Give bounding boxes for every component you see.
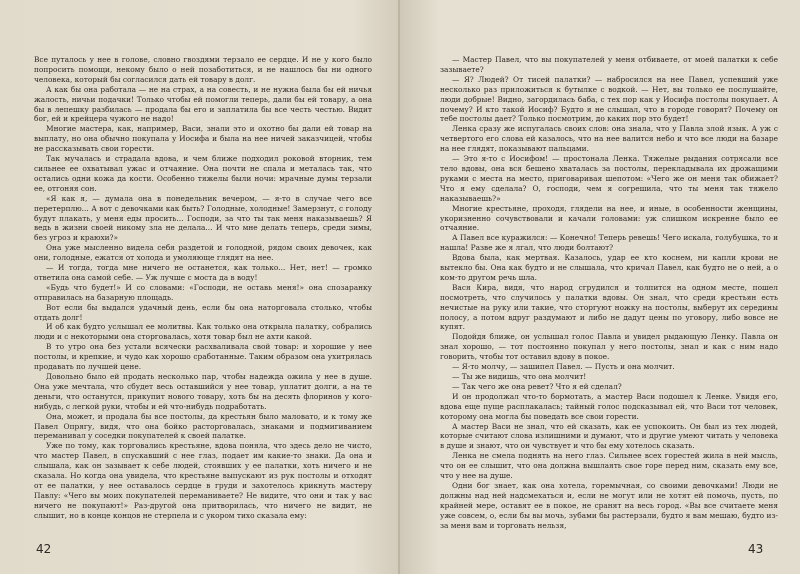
paragraph: — Это я-то с Иосифом! — простонала Ленка. Тяжелые рыдания сотрясали все тело вдовы, она вся бешено хваталась за постолы, перекладывала их дрожащими руками с места на место, приговаривая шепотом: «Чего же он меня так обижает? Что я ему сделала? О, господи, чем я согрешила, что ты меня так тяжело наказываешь?» (440, 154, 778, 203)
paragraph: Одни бог знает, как она хотела, горемычная, со своими девочками! Люди не должны над ней надсмехаться и, если не могут или не хотят ей помочь, пусть, по крайней мере, оставят ее в покое, не сранят на весь город. «Вы все считаете меня уже совсем, о, если бы вы мочь, зубами бы растерзали, будто я вам мешаю, будто из-за меня вам и торговать нельзя, (440, 480, 778, 530)
paragraph: Она, может, и продала бы все постолы, да крестьян было маловато, и к тому же Павел Опрягу, видя, что она бойко расторговалась, знаками и подмигиванием переманивал у соседки покупателей к своей палатке. (34, 411, 372, 441)
paragraph: Подойдя ближе, он услышал голос Павла и увидел рыдающую Ленку. Павла он знал хорошо, — тот постоянно покупал у него постолы, знал и как с ним надо говорить, чтобы тот оставил вдову в покое. (440, 332, 778, 362)
left-page-text (34, 55, 372, 535)
right-page (400, 0, 800, 574)
paragraph: А Павел все куражился: — Конечно! Теперь ревешь! Чего искала, голубушка, то и нашла! Разве же я лгал, что люди болтают? (440, 233, 778, 253)
paragraph: Она уже мысленно видела себя раздетой и голодной, рядом своих девочек, как они, голодные, ежатся от холода и умоляюще глядят на нее. (34, 243, 372, 263)
paragraph: — Я? Людей? От тисей палатки? — набросился на нее Павел, успевший уже несколько раз приложиться к бутылке с водкой. — Нет, вы только ее послушайте, люди добрые! Видно, загордилась баба, с тех пор как у Иосифа постолы покупает. А почему? И кто такой Иосиф? Будто я не слышал, что в городе говорят? Почему он тебе постолы дает? Только посмотрим, до каких пор это будет! (440, 74, 778, 124)
paragraph: И об как будто услышал ее молитвы. Как только она открыла палатку, собрались люди и с некоторыми она сторговалась, хотя товар был не ахти какой. (34, 322, 372, 342)
paragraph: А как бы она работала — не на страх, а на совесть, и не нужна была бы ей ничья жалость, ничьи подачки! Только чтобы ей помогли теперь, дали бы ей товару, а она бы в лепешку разбилась — продала бы его и заплатила бы все честь честью. Видит бог, ей и крейцера чужого не надо! (34, 84, 372, 124)
paragraph: — Мастер Павел, что вы покупателей у меня отбиваете, от моей палатки к себе зазываете? (440, 55, 778, 74)
paragraph: Вот если бы выдался удачный день, если бы она наторговала столько, чтобы отдать долг! (34, 302, 372, 322)
paragraph: — Так чего же она ревет? Что я ей сделал? (452, 381, 622, 391)
paragraph: Довольно было ей продать несколько пар, чтобы надежда ожила у нее в душе. Она уже мечтала, что сбудет весь оставшийся у нее товар, уплатит долги, а на те деньги, что останутся, прикупит нового товару, хоть бы на десять флоринов у кого-нибудь, с легкой руки, чтобы и ей что-нибудь подработать. (34, 372, 372, 411)
paragraph: Так мучалась и страдала вдова, и чем ближе подходил роковой вторник, тем сильнее ее охватывал ужас и отчаяние. Она почти не спала и металась так, что остались одни кожа да кости. Особенно тяжелы были ночи: мрачные думы терзали ее, отгоняя сон. (34, 154, 372, 193)
paragraph: Многие крестьяне, проходя, глядели на нее, и иные, в особенности женщины, укоризненно сочувствовали и качали головами: уж слишком искренне было ее отчаяние. (440, 203, 778, 233)
paragraph: Многие мастера, как, например, Васи, знали это и охотно бы дали ей товар на выплату, но она обычно покупала у Иосифа и была на нее ничей заказчицей, чтобы не рассказывать свои горести. (34, 124, 372, 154)
paragraph: Вдова была, как мертвая. Казалось, удар ее кто коснем, ни капли крови не вытекло бы. Она как будто и не слышала, что кричал Павел, как будто не о ней, а о ком-то другом речь шла. (440, 253, 778, 282)
paragraph: «Будь что будет!» И со словами: «Господи, не оставь меня!» она спозаранку отправилась на базарную площадь. (34, 282, 372, 302)
right-page-text (440, 55, 778, 539)
paragraph: Все путалось у нее в голове, словно гвоздями терзало ее сердце. И не у кого было попросить помощи, некому было о ней позаботиться, и не нашлось бы ни одного человека, который бы согласился дать ей товару в долг. (34, 55, 372, 84)
paragraph: И он продолжал что-то бормотать, а мастер Васи подошел к Ленке. Увидя его, вдова еще пуще расплакалась; тайный голос подсказывал ей, что Васи тот человек, которому она могла бы поведать все свои горести. (440, 391, 778, 421)
paragraph: — Ты же видишь, что она молчит! (452, 372, 587, 381)
page-number: 43 (748, 542, 764, 556)
paragraph: Ленка не смела поднять на него глаз. Сильнее всех горестей жила в ней мысль, что он ее слышит, что она должна вышлаять свое горе перед ним, сказать ему все, что у нее на душе. (440, 451, 778, 481)
paragraph: В то утро она без устали всячески расхваливала свой товар: и хорошие у нее постолы, и крепкие, и чудо как хорошо сработанные. Таким образом она ухитрялась продавать по лучшей цене. (34, 342, 372, 372)
paragraph: Вася Кира, видя, что народ сгрудился и толпится на одном месте, пошел посмотреть, что случилось у палатки вдовы. Он знал, что среди крестьян есть нечистые на руку или такие, что сторгуют ножку на постолы, выберут их середины полосу, а потом вдруг раздумают и либо не дадут цены по уговору, либо вовсе не купят. (440, 282, 778, 332)
paragraph: — Я-то молчу, — зашипел Павел. — Пусть и она молчит. (452, 362, 675, 372)
paragraph: «Я как я, — думала она в понедельник вечером, — я-то в случае чего все перетерплю... А вот с девочками как быть? Голодные, холодные! Замерзнут, с голоду будут плакать, у меня еды просить... Господи, за что ты так меня наказываешь? Я ведь в жизни своей никому зла не делала... И что мне делать теперь, среди зимы, без угроз и краюхи?» (34, 193, 372, 243)
page-number: 42 (36, 542, 52, 556)
paragraph: А мастер Васи не знал, что ей сказать, как ее успокоить. Он был из тех людей, которые считают слова излишними и думают, что и другие умеют читать у человека в душе и знают, что он чувствует и что бы ему хотелось сказать. (440, 421, 778, 451)
paragraph: Уже по тому, как торговались крестьяне, вдова поняла, что здесь дело не чисто, что мастер Павел, в спускавший с нее глаз, подает им какие-то знаки. Да она и слышала, как он зазывает к себе людей, стоявших у ее палатки, хоть ничего и не сказала. Но когда она увидела, что крестьяне выпускают из рук постолы и отходят от ее палатки, у нее оставалось сердце в груди и захотелось крикнуть мастеру Павлу: «Чего вы моих покупателей переманиваете? Не видите, что они и так у вас ничего не покупают!» Раз-другой она притворилась, что ничего не видит, не слышит, но в конце концов не стерпела и с укором тихо сказала ему: (34, 441, 372, 520)
paragraph: — И тогда, тогда мне ничего не останется, как только... Нет, нет! — громко ответила она самой себе. — Уж лучше с моста да в воду! (34, 263, 372, 282)
paragraph: Ленка сразу же испугалась своих слов: она знала, что у Павла злой язык. А уж с четвертого его слова ей казалось, что на нее валится небо и что все люди на базаре на нее глядят, показывают пальцами. (440, 124, 778, 154)
